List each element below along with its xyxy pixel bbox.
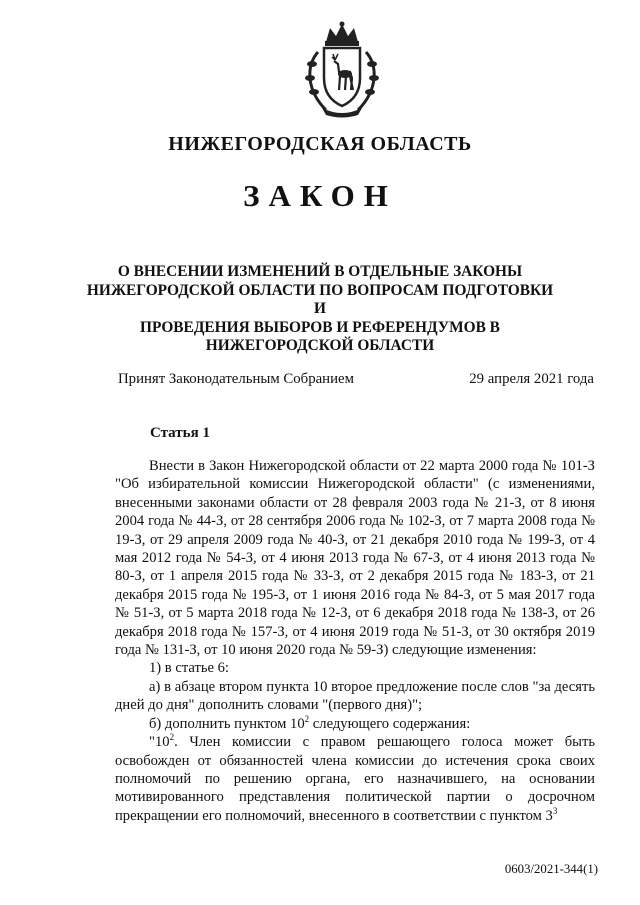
adoption-date: 29 апреля 2021 года [469, 371, 594, 387]
adoption-label: Принят Законодательным Собранием [118, 371, 354, 387]
subitem-b-text: б) дополнить пунктом 10 [149, 715, 305, 732]
document-type: ЗАКОН [243, 178, 397, 213]
amendment-subitem-a: а) в абзаце втором пункта 10 второе предложение после слов "за десять дней до дня" дополнить словами "(первого дня)"; [115, 678, 595, 714]
amendment-item: 1) в статье 6: [149, 660, 229, 677]
quote-number: "10 [149, 734, 170, 751]
article-heading: Статья 1 [150, 425, 210, 441]
amendment-subitem-b [115, 715, 595, 733]
quote-text: . Член комиссии с правом решающего голоса может быть освобожден от обязанностей члена комиссии до истечения срока своих полномочий по решению органа, его назначившего, на основании мотивированного представления политической партии о досрочном прекращении его полномочий, внесенного в соответствии с пунктом 3 [115, 734, 595, 824]
law-title-line: О ВНЕСЕНИИ ИЗМЕНЕНИЙ В ОТДЕЛЬНЫЕ ЗАКОНЫ [117, 263, 523, 280]
law-title [80, 263, 560, 356]
quoted-paragraph [115, 733, 595, 825]
superscript: 2 [169, 732, 175, 743]
subitem-b-text: следующего содержания: [309, 715, 471, 732]
article-body [115, 457, 595, 825]
law-title-line: НИЖЕГОРОДСКОЙ ОБЛАСТИ ПО ВОПРОСАМ ПОДГОТОВКИ И [86, 281, 554, 317]
law-title-line: НИЖЕГОРОДСКОЙ ОБЛАСТИ [205, 337, 435, 354]
coat-of-arms-icon [296, 20, 388, 120]
superscript: 2 [304, 713, 310, 724]
law-title-line: ПРОВЕДЕНИЯ ВЫБОРОВ И РЕФЕРЕНДУМОВ В [140, 318, 500, 336]
document-code: 0603/2021-344(1) [504, 862, 598, 876]
article-intro-paragraph: Внести в Закон Нижегородской области от 22 марта 2000 года № 101-З "Об избирательной комиссии Нижегородской области" (с изменениями, внесенными законами области от 28 февраля 2003 года № 21-З, от 8 июня 2004 года № 44-З, от 28 сентября 2006 года № 102-З, от 7 марта 2008 года № 19-З, от 29 апреля 2009 года № 40-З, от 21 декабря 2010 года № 199-З, от 4 мая 2012 года № 54-З, от 4 июня 2013 года № 67-З, от 4 июня 2013 года № 80-З, от 1 апреля 2015 года № 33-З, от 2 декабря 2015 года № 183-З, от 21 декабря 2015 года № 195-З, от 1 июня 2016 года № 84-З, от 5 мая 2017 года № 51-З, от 5 марта 2018 года № 12-З, от 6 декабря 2018 года № 138-З, от 26 декабря 2018 года № 157-З, от 4 июня 2019 года № 51-З, от 30 октября 2019 года № 131-З, от 10 июня 2020 года № 59-З) следующие изменения: [115, 458, 595, 659]
region-name: НИЖЕГОРОДСКАЯ ОБЛАСТЬ [168, 133, 472, 155]
superscript: 3 [552, 805, 558, 816]
adoption-line [118, 371, 594, 388]
